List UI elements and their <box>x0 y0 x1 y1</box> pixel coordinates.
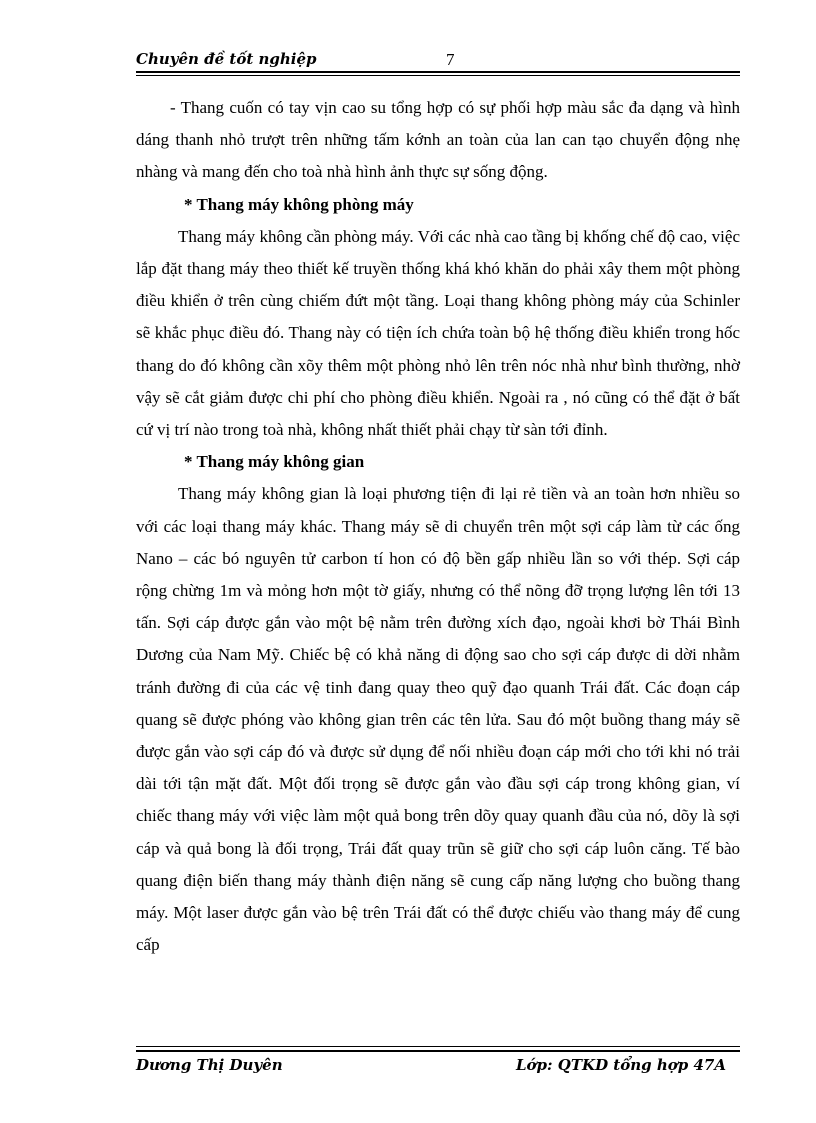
paragraph-machine-roomless: Thang máy không cần phòng máy. Với các nhà cao tầng bị khống chế độ cao, việc lắp đặt thang máy theo thiết kế truyền thống khá khó khăn do phải xây them một phòng điều khiển ở trên cùng chiếm đứt một tầng. Loại thang không phòng máy của Schinler sẽ khắc phục điều đó. Thang này có tiện ích chứa toàn bộ hệ thống điều khiển trong hốc thang do đó không cần xõy thêm một phòng nhỏ lên trên nóc nhà như bình thường, nhờ vậy sẽ cắt giảm được chi phí cho phòng điều khiển. Ngoài ra , nó cũng có thể đặt ở bất cứ vị trí nào trong toà nhà, không nhất thiết phải chạy từ sàn tới đỉnh. <box>136 226 740 440</box>
paragraph-escalator-handrail: - Thang cuốn có tay vịn cao su tổng hợp có sự phối hợp màu sắc đa dạng và hình dáng thanh nhỏ trượt trên những tấm kớnh an toàn của lan can tạo chuyển động nhẹ nhàng và mang đến cho toà nhà hình ảnh thực sự sống động. <box>136 98 740 182</box>
header-rule-thin <box>136 75 740 76</box>
header-rule <box>136 71 740 73</box>
footer-rule-thin <box>136 1046 740 1047</box>
page-header <box>136 48 740 72</box>
footer-rule <box>136 1050 740 1052</box>
section-heading-machine-roomless: * Thang máy không phòng máy <box>184 194 414 214</box>
paragraph-space-elevator: Thang máy không gian là loại phương tiện đi lại rẻ tiền và an toàn hơn nhiều so với các loại thang máy khác. Thang máy sẽ di chuyển trên một sợi cáp làm từ các ống Nano – các bó nguyên tử carbon tí hon có độ bền gấp nhiều lần so với thép. Sợi cáp rộng chừng 1m và mỏng hơn một tờ giấy, nhưng có thể nõng đỡ trọng lượng lên tới 13 tấn. Sợi cáp được gắn vào một bệ nằm trên đường xích đạo, ngoài khơi bờ Thái Bình Dương của Nam Mỹ. Chiếc bệ có khả năng di động sao cho sợi cáp được di dời nhằm tránh đường đi của các vệ tinh đang quay theo quỹ đạo quanh Trái đất. Các đoạn cáp quang sẽ được phóng vào không gian trên các tên lửa. Sau đó một buồng thang máy sẽ được gắn vào sợi cáp đó và được sử dụng để nối nhiều đoạn cáp mới cho tới khi nó trải dài tới tận mặt đất. Một đối trọng sẽ được gắn vào đầu sợi cáp trong không gian, ví chiếc thang máy với việc làm một quả bong trên dõy quay quanh đầu của nó, dõy là sợi cáp và quả bong là đối trọng, Trái đất quay trũn sẽ giữ cho sợi cáp luôn căng. Tế bào quang điện biến thang máy thành điện năng sẽ cung cấp năng lượng cho buồng thang máy. Một laser được gắn vào bệ trên Trái đất có thể được chiếu vào thang máy để cung cấp <box>136 484 740 955</box>
page-number: 7 <box>446 50 455 69</box>
footer-author: Dương Thị Duyên <box>136 1056 283 1074</box>
header-title: Chuyên đề tốt nghiệp <box>136 50 317 68</box>
document-body <box>136 92 740 961</box>
footer-class: Lớp: QTKD tổng hợp 47A <box>516 1056 726 1074</box>
section-heading-space-elevator: * Thang máy không gian <box>184 452 365 472</box>
